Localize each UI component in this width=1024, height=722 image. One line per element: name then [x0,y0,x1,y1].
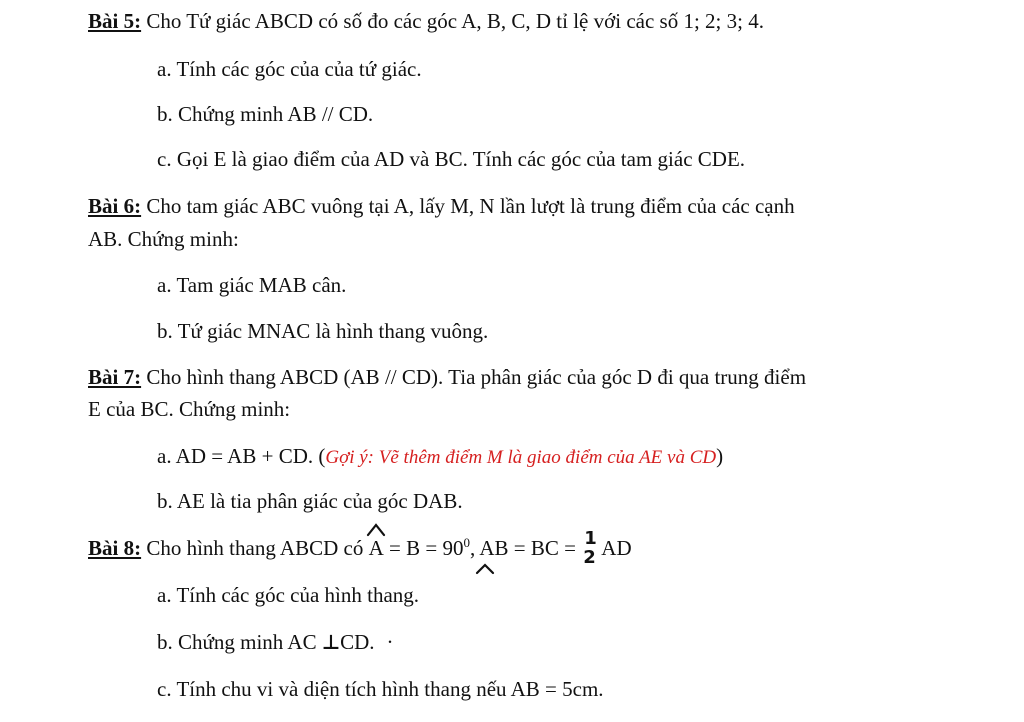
bai7-text-line1: Cho hình thang ABCD (AB // CD). Tia phân giác của góc D đi qua trung điểm [141,365,807,389]
bai7-statement-line2: E của BC. Chứng minh: [88,397,291,421]
bai7-hint: Gợi ý: Vẽ thêm điểm M là giao điểm của AE và CD [325,447,717,468]
angle-a-letter: A [368,536,384,560]
handwritten-fraction [581,528,597,568]
bai8-part-c: c. Tính chu vi và diện tích hình thang nếu AB = 5cm. [157,677,604,701]
angle-a [369,535,384,561]
bai8-part-b [157,629,394,655]
bai5-label: Bài 5: [88,9,142,33]
bai6-label: Bài 6: [88,194,142,218]
angle-hat-icon [365,523,387,537]
bai8-part-b-post: CD. [340,630,375,654]
degree-mark: 0 [463,535,470,550]
bai7-part-a-main: a. AD = AB + CD. ( [157,444,326,468]
bai8-text-end: AD [597,536,632,560]
bai7-label: Bài 7: [88,365,142,389]
bai8-text-post: , AB = BC = [469,536,582,560]
bai6-text-line1: Cho tam giác ABC vuông tại A, lấy M, N lần lượt là trung điểm của các cạnh [141,194,795,218]
bai6-part-b: b. Tứ giác MNAC là hình thang vuông. [157,319,489,343]
bai8-label: Bài 8: [88,536,142,560]
bai7-part-a-close: ) [716,444,724,468]
bai7-part-b: b. AE là tia phân giác của góc DAB. [157,489,463,513]
fraction-numerator: 1 [584,528,597,549]
bai5-statement [88,8,764,34]
bai5-text: Cho Tứ giác ABCD có số đo các góc A, B, C, D tỉ lệ với các số 1; 2; 3; 4. [141,9,764,33]
angle-b-hat-icon [474,563,496,575]
stray-dot: · [386,630,394,654]
bai7-part-a [157,443,723,471]
fraction-denominator: 2 [583,547,596,568]
bai6-statement-line1 [88,193,795,219]
bai7-statement-line1 [88,364,806,390]
bai8-statement [88,528,632,568]
bai5-part-a: a. Tính các góc của của tứ giác. [157,57,422,81]
perpendicular-symbol: ⊥ [321,630,341,654]
bai5-part-c: c. Gọi E là giao điểm của AD và BC. Tính các góc của tam giác CDE. [157,147,746,171]
bai8-text-mid: = B = 90 [383,536,464,560]
bai6-part-a: a. Tam giác MAB cân. [157,273,347,297]
bai8-text-pre: Cho hình thang ABCD có [141,536,369,560]
bai6-statement-line2: AB. Chứng minh: [88,227,239,251]
bai8-part-b-pre: b. Chứng minh AC [157,630,322,654]
bai8-part-a: a. Tính các góc của hình thang. [157,583,420,607]
bai5-part-b: b. Chứng minh AB // CD. [157,102,374,126]
